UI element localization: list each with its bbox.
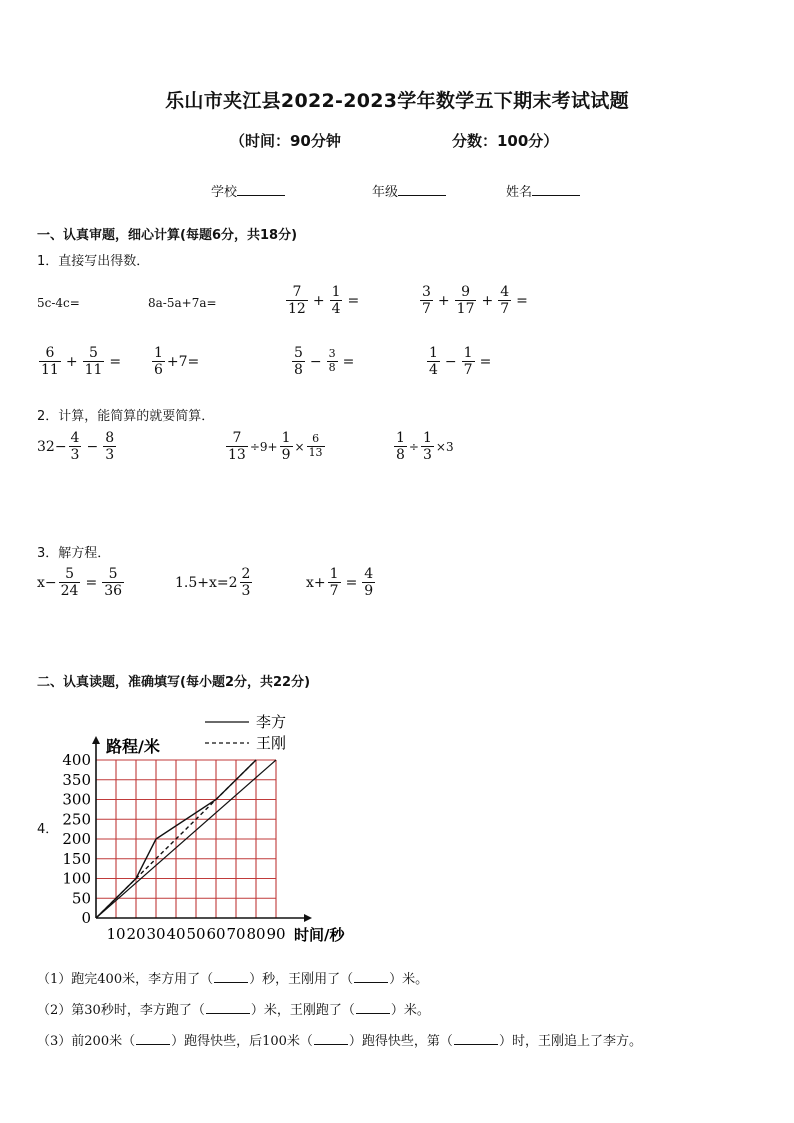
x-tick-label: 10 bbox=[106, 925, 126, 943]
fraction: $\frac{7}{13}$ bbox=[228, 430, 246, 464]
x-tick-label: 30 bbox=[146, 925, 166, 943]
exam-time: （时间：90分钟 bbox=[230, 132, 341, 150]
grade-field bbox=[372, 181, 446, 200]
y-tick-label: 400 bbox=[62, 751, 91, 769]
x-axis-label: 时间/秒 bbox=[294, 926, 345, 944]
x-tick-label: 60 bbox=[206, 925, 226, 943]
y-tick-label: 250 bbox=[62, 810, 91, 829]
school-label: 学校 bbox=[211, 185, 238, 200]
fraction: $\frac{3}{8}$ bbox=[328, 347, 336, 375]
q1-e: $\frac{6}{11}$ + $\frac{5}{11}$ = bbox=[41, 345, 122, 379]
page-title: 乐山市夹江县2022-2023学年数学五下期末考试试题 bbox=[165, 90, 629, 112]
q3-prompt: 3．解方程． bbox=[37, 546, 111, 561]
fraction: $\frac{1}{3}$ bbox=[422, 430, 432, 464]
fraction: $\frac{4}{9}$ bbox=[364, 566, 374, 600]
fraction: $\frac{1}{7}$ bbox=[329, 566, 339, 600]
legend-label: 李方 bbox=[256, 713, 287, 731]
chart-legend bbox=[205, 713, 286, 752]
y-tick-label: 150 bbox=[62, 849, 91, 868]
fraction: $\frac{7}{12}$ bbox=[288, 284, 306, 318]
fraction: $\frac{6}{13}$ bbox=[308, 432, 323, 460]
fraction: $\frac{5}{8}$ bbox=[294, 345, 303, 379]
x-axis-arrow bbox=[304, 914, 312, 922]
exam-score: 分数：100分） bbox=[452, 132, 559, 150]
x-tick-label: 40 bbox=[166, 925, 186, 943]
fraction: $\frac{4}{7}$ bbox=[500, 284, 510, 318]
grade-blank[interactable] bbox=[398, 183, 446, 196]
fraction: $\frac{5}{36}$ bbox=[104, 566, 123, 600]
q1-a: 5c-4c= bbox=[37, 296, 80, 310]
answer-blank[interactable] bbox=[206, 1001, 250, 1014]
q1-g: $\frac{5}{8}$ − $\frac{3}{8}$ = bbox=[294, 345, 355, 379]
y-tick-label: 100 bbox=[62, 869, 91, 888]
name-label: 姓名 bbox=[506, 185, 533, 200]
q2-prompt: 2．计算，能简算的就要简算． bbox=[37, 409, 215, 424]
y-tick-label: 200 bbox=[62, 830, 91, 848]
q1-prompt: 1．直接写出得数． bbox=[37, 254, 150, 269]
fraction: $\frac{1}{7}$ bbox=[463, 345, 473, 379]
q2-b: $\frac{7}{13}$ ÷9+ $\frac{1}{9}$ × $\frac{6}{13}$ bbox=[228, 430, 323, 464]
fraction: $\frac{1}{4}$ bbox=[331, 284, 341, 318]
q3-b: 1.5+x=2 $\frac{2}{3}$ bbox=[175, 566, 251, 600]
x-tick-label: 80 bbox=[246, 925, 266, 943]
chart-axes bbox=[92, 736, 312, 922]
name-field bbox=[506, 181, 580, 200]
q1-h: $\frac{1}{4}$ − $\frac{1}{7}$ = bbox=[429, 345, 492, 379]
y-tick-label: 0 bbox=[81, 909, 91, 927]
school-field bbox=[211, 181, 285, 200]
q3-a: x− $\frac{5}{24}$ = $\frac{5}{36}$ bbox=[37, 566, 123, 600]
q1-d: $\frac{3}{7}$ + $\frac{9}{17}$ + $\frac{4}{7}$ = bbox=[422, 284, 528, 318]
answer-blank[interactable] bbox=[454, 1032, 498, 1045]
name-blank[interactable] bbox=[532, 183, 580, 196]
school-blank[interactable] bbox=[237, 183, 285, 196]
q2-c: $\frac{1}{8}$ ÷ $\frac{1}{3}$ ×3 bbox=[396, 430, 454, 464]
q2-a: 32− $\frac{4}{3}$ − $\frac{8}{3}$ bbox=[37, 430, 115, 464]
q4-line-3: （3）前200米（ ）跑得快些，后100米（ ）跑得快些，第（ ）时，王刚追上了李方。 bbox=[37, 1034, 642, 1049]
q3-c: x+ $\frac{1}{7}$ = $\frac{4}{9}$ bbox=[306, 566, 374, 600]
distance-time-chart bbox=[60, 706, 370, 950]
fraction: $\frac{2}{3}$ bbox=[241, 566, 251, 600]
y-axis-label: 路程/米 bbox=[106, 737, 160, 756]
fraction: $\frac{1}{9}$ bbox=[281, 430, 291, 464]
legend-label: 王刚 bbox=[256, 734, 287, 752]
answer-blank[interactable] bbox=[354, 970, 388, 983]
y-tick-label: 50 bbox=[71, 889, 91, 908]
answer-blank[interactable] bbox=[136, 1032, 170, 1045]
answer-blank[interactable] bbox=[356, 1001, 390, 1014]
fraction: $\frac{1}{6}$ bbox=[154, 345, 163, 379]
answer-blank[interactable] bbox=[214, 970, 248, 983]
fraction: $\frac{1}{8}$ bbox=[396, 430, 405, 464]
fraction: $\frac{5}{11}$ bbox=[84, 345, 103, 379]
fraction: $\frac{1}{4}$ bbox=[429, 345, 438, 379]
fraction: $\frac{3}{7}$ bbox=[422, 284, 431, 318]
y-tick-label: 300 bbox=[62, 790, 91, 809]
fraction: $\frac{6}{11}$ bbox=[41, 345, 59, 379]
x-tick-label: 90 bbox=[266, 925, 286, 943]
q4-line-2: （2）第30秒时，李方跑了（ ）米，王刚跑了（ ）米。 bbox=[37, 1003, 430, 1018]
q4-label: 4． bbox=[37, 822, 59, 837]
y-tick-label: 350 bbox=[62, 770, 91, 789]
q1-c: $\frac{7}{12}$ + $\frac{1}{4}$ = bbox=[288, 284, 360, 318]
q1-f: $\frac{1}{6}$ +7= bbox=[154, 345, 200, 379]
fraction: $\frac{9}{17}$ bbox=[456, 284, 475, 318]
fraction: $\frac{5}{24}$ bbox=[60, 566, 79, 600]
section-2-title: 二、认真读题，准确填写(每小题2分，共22分) bbox=[37, 675, 311, 690]
x-tick-label: 20 bbox=[126, 925, 146, 943]
section-1-title: 一、认真审题，细心计算(每题6分，共18分) bbox=[37, 228, 298, 243]
y-axis-arrow bbox=[92, 736, 100, 744]
fraction: $\frac{8}{3}$ bbox=[105, 430, 115, 464]
grade-label: 年级 bbox=[372, 185, 399, 200]
x-tick-label: 70 bbox=[226, 925, 246, 943]
q1-b: 8a-5a+7a= bbox=[148, 296, 217, 310]
fraction: $\frac{4}{3}$ bbox=[70, 430, 80, 464]
x-tick-label: 50 bbox=[186, 925, 206, 943]
answer-blank[interactable] bbox=[314, 1032, 348, 1045]
q4-line-1: （1）跑完400米，李方用了（ ）秒，王刚用了（ ）米。 bbox=[37, 972, 429, 987]
